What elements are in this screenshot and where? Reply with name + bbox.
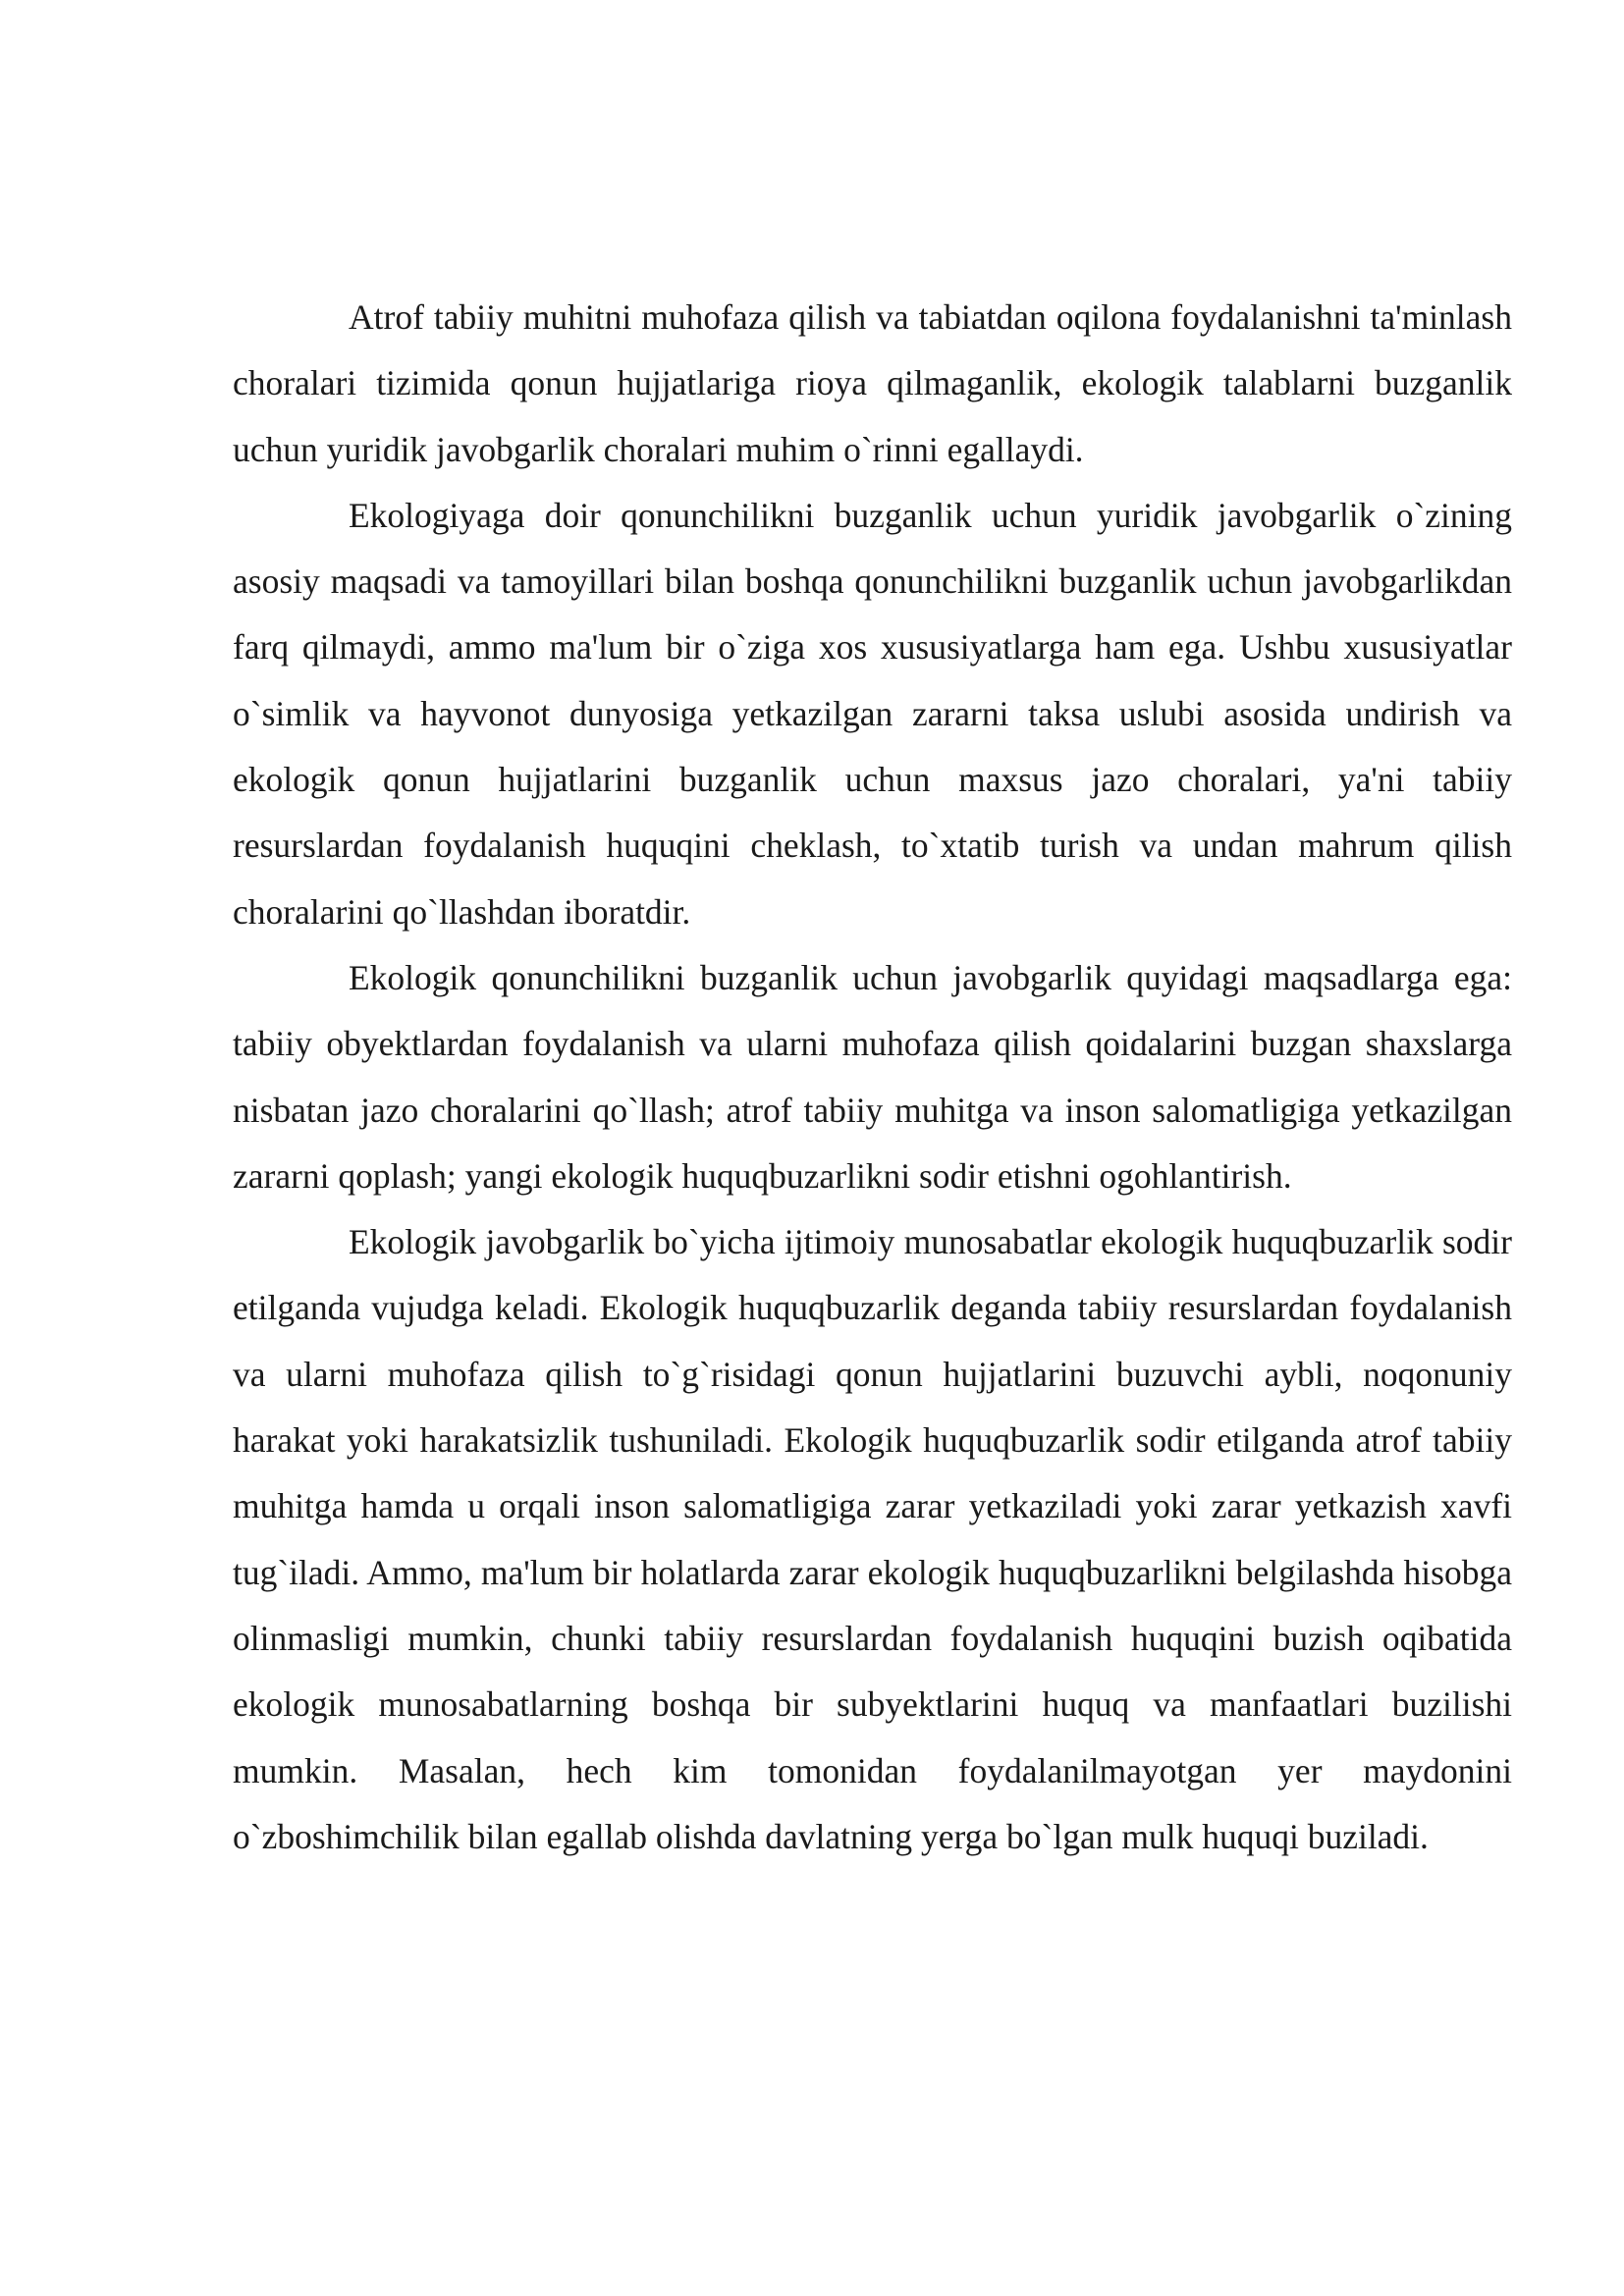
paragraph-2: Ekologiyaga doir qonunchilikni buzganlik uchun yuridik javobgarlik o`zining asosiy maqsadi va tamoyillari bilan boshqa qonunchilikni buzganlik uchun javobgarlikdan farq qilmaydi, ammo ma'lum bir o`ziga xos xususiyatlarga ham ega. Ushbu xususiyatlar o`simlik va hayvonot dunyosiga yetkazilgan zararni taksa uslubi asosida undirish va ekologik qonun hujjatlarini buzganlik uchun maxsus jazo choralari, ya'ni tabiiy resurslardan foydalanish huquqini cheklash, to`xtatib turish va undan mahrum qilish choralarini qo`llashdan iboratdir. xyxy=(233,495,1512,932)
paragraph-4: Ekologik javobgarlik bo`yicha ijtimoiy munosabatlar ekologik huquqbuzarlik sodir etilganda vujudga keladi. Ekologik huquqbuzarlik deganda tabiiy resurslardan foydalanish va ularni muhofaza qilish to`g`risidagi qonun hujjatlarini buzuvchi aybli, noqonuniy harakat yoki harakatsizlik tushuniladi. Ekologik huquqbuzarlik sodir etilganda atrof tabiiy muhitga hamda u orqali inson salomatligiga zarar yetkaziladi yoki zarar yetkazish xavfi tug`iladi. Ammo, ma'lum bir holatlarda zarar ekologik huquqbuzarlikni belgilashda hisobga olinmasligi mumkin, chunki tabiiy resurslardan foydalanish huquqini buzish oqibatida ekologik munosabatlarning boshqa bir subyektlarini huquq va manfaatlari buzilishi mumkin. Masalan, hech kim tomonidan foydalanilmayotgan yer maydonini o`zboshimchilik bilan egallab olishda davlatning yerga bo`lgan mulk huquqi buziladi. xyxy=(233,1222,1512,1856)
paragraph-1: Atrof tabiiy muhitni muhofaza qilish va tabiatdan oqilona foydalanishni ta'minlash choralari tizimida qonun hujjatlariga rioya qilmaganlik, ekologik talablarni buzganlik uchun yuridik javobgarlik choralari muhim o`rinni egallaydi. xyxy=(233,297,1512,469)
paragraph-3: Ekologik qonunchilikni buzganlik uchun javobgarlik quyidagi maqsadlarga ega: tabiiy obyektlardan foydalanish va ularni muhofaza qilish qoidalarini buzgan shaxslarga nisbatan jazo choralarini qo`llash; atrof tabiiy muhitga va inson salomatligiga yetkazilgan zararni qoplash; yangi ekologik huquqbuzarlikni sodir etishni ogohlantirish. xyxy=(233,957,1512,1196)
document-body xyxy=(233,285,1512,1870)
